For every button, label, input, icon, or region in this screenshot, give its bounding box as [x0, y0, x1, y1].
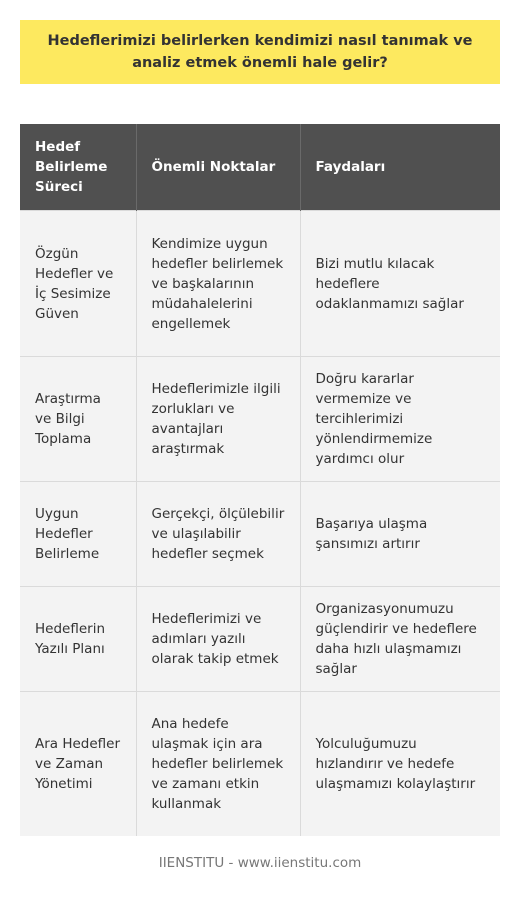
- table-cell-key-points: Hedeflerimizle ilgili zorlukları ve avantajları araştırmak: [136, 357, 300, 482]
- page-title: Hedeflerimizi belirlerken kendimizi nasıl tanımak ve analiz etmek önemli hale gelir?: [47, 33, 473, 71]
- table-cell-benefits: Doğru kararlar vermemize ve tercihlerimizi yönlendirmemize yardımcı olur: [300, 357, 500, 482]
- table-cell-benefits: Organizasyonumuzu güçlendirir ve hedeflere daha hızlı ulaşmamızı sağlar: [300, 587, 500, 692]
- table-cell-key-points: Gerçekçi, ölçülebilir ve ulaşılabilir hedefler seçmek: [136, 482, 300, 587]
- table-cell-process: Araştırma ve Bilgi Toplama: [20, 357, 136, 482]
- table-cell-process: Hedeflerin Yazılı Planı: [20, 587, 136, 692]
- column-header-process: Hedef Belirleme Süreci: [20, 124, 136, 211]
- goal-setting-table: [20, 124, 500, 836]
- table-row: [20, 357, 500, 482]
- table-cell-key-points: Hedeflerimizi ve adımları yazılı olarak takip etmek: [136, 587, 300, 692]
- table-cell-process: Ara Hedefler ve Zaman Yönetimi: [20, 692, 136, 837]
- footer-watermark: IIENSTITU - www.iienstitu.com: [158, 855, 362, 871]
- table-cell-benefits: Başarıya ulaşma şansımızı artırır: [300, 482, 500, 587]
- table-row: [20, 692, 500, 837]
- table-cell-process: Uygun Hedefler Belirleme: [20, 482, 136, 587]
- table-cell-key-points: Kendimize uygun hedefler belirlemek ve başkalarının müdahalelerini engellemek: [136, 211, 300, 357]
- table-row: [20, 587, 500, 692]
- column-header-key-points: Önemli Noktalar: [136, 124, 300, 211]
- table-cell-process: Özgün Hedefler ve İç Sesimize Güven: [20, 211, 136, 357]
- title-banner: [20, 20, 500, 84]
- table-row: [20, 211, 500, 357]
- table-cell-key-points: Ana hedefe ulaşmak için ara hedefler belirlemek ve zamanı etkin kullanmak: [136, 692, 300, 837]
- column-header-benefits: Faydaları: [300, 124, 500, 211]
- table-cell-benefits: Bizi mutlu kılacak hedeflere odaklanmamızı sağlar: [300, 211, 500, 357]
- table-header-row: [20, 124, 500, 211]
- table-row: [20, 482, 500, 587]
- table-cell-benefits: Yolculuğumuzu hızlandırır ve hedefe ulaşmamızı kolaylaştırır: [300, 692, 500, 837]
